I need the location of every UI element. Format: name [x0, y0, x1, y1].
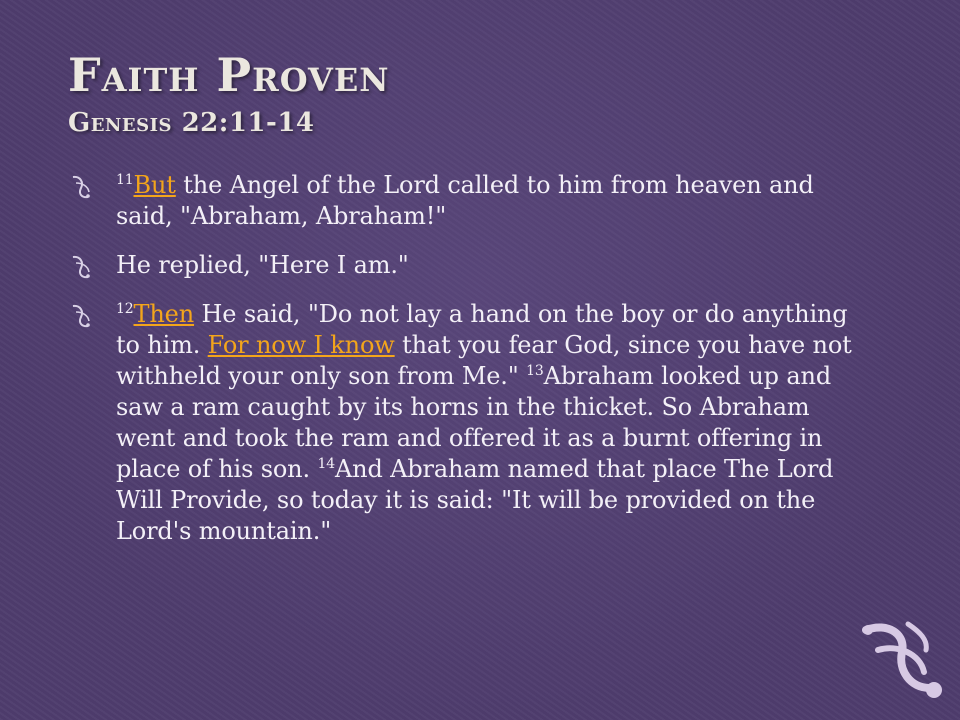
verse-text: He said, "Do not lay a hand on the boy or do anything to him.	[116, 300, 848, 359]
slide-subtitle: Genesis 22:11-14	[68, 108, 315, 138]
verse-text: that you fear God, since you have not withheld your only son from Me."	[116, 331, 852, 390]
verse-number: 14	[317, 456, 335, 472]
slide-title: Faith Proven	[68, 48, 390, 102]
verse-12-14	[116, 299, 870, 547]
highlighted-word: Then	[133, 300, 195, 328]
verse-11	[116, 170, 870, 232]
verse-number: 13	[526, 363, 544, 379]
verse-number: 11	[116, 172, 134, 188]
reply-text: He replied, "Here I am."	[116, 251, 409, 279]
flourish-bullet-icon	[70, 174, 92, 200]
list-item	[70, 250, 870, 281]
verse-text: And Abraham named that place The Lord Will Provide, so today it is said: "It will be provided on the Lord's mountain."	[116, 455, 834, 545]
verse-text: Abraham looked up and saw a ram caught by its horns in the thicket. So Abraham went and took the ram and offered it as a burnt offering in place of his son.	[116, 362, 832, 483]
highlighted-word: But	[133, 171, 176, 199]
list-item	[70, 170, 870, 232]
list-item	[70, 299, 870, 547]
flourish-bullet-icon	[70, 254, 92, 280]
verse-text: the Angel of the Lord called to him from heaven and said, "Abraham, Abraham!"	[116, 171, 814, 230]
highlighted-phrase: For now I know	[207, 331, 395, 359]
verse-list	[70, 170, 870, 565]
verse-number: 12	[116, 301, 134, 317]
flourish-bullet-icon	[70, 303, 92, 329]
flourish-ornament-icon	[858, 614, 950, 706]
